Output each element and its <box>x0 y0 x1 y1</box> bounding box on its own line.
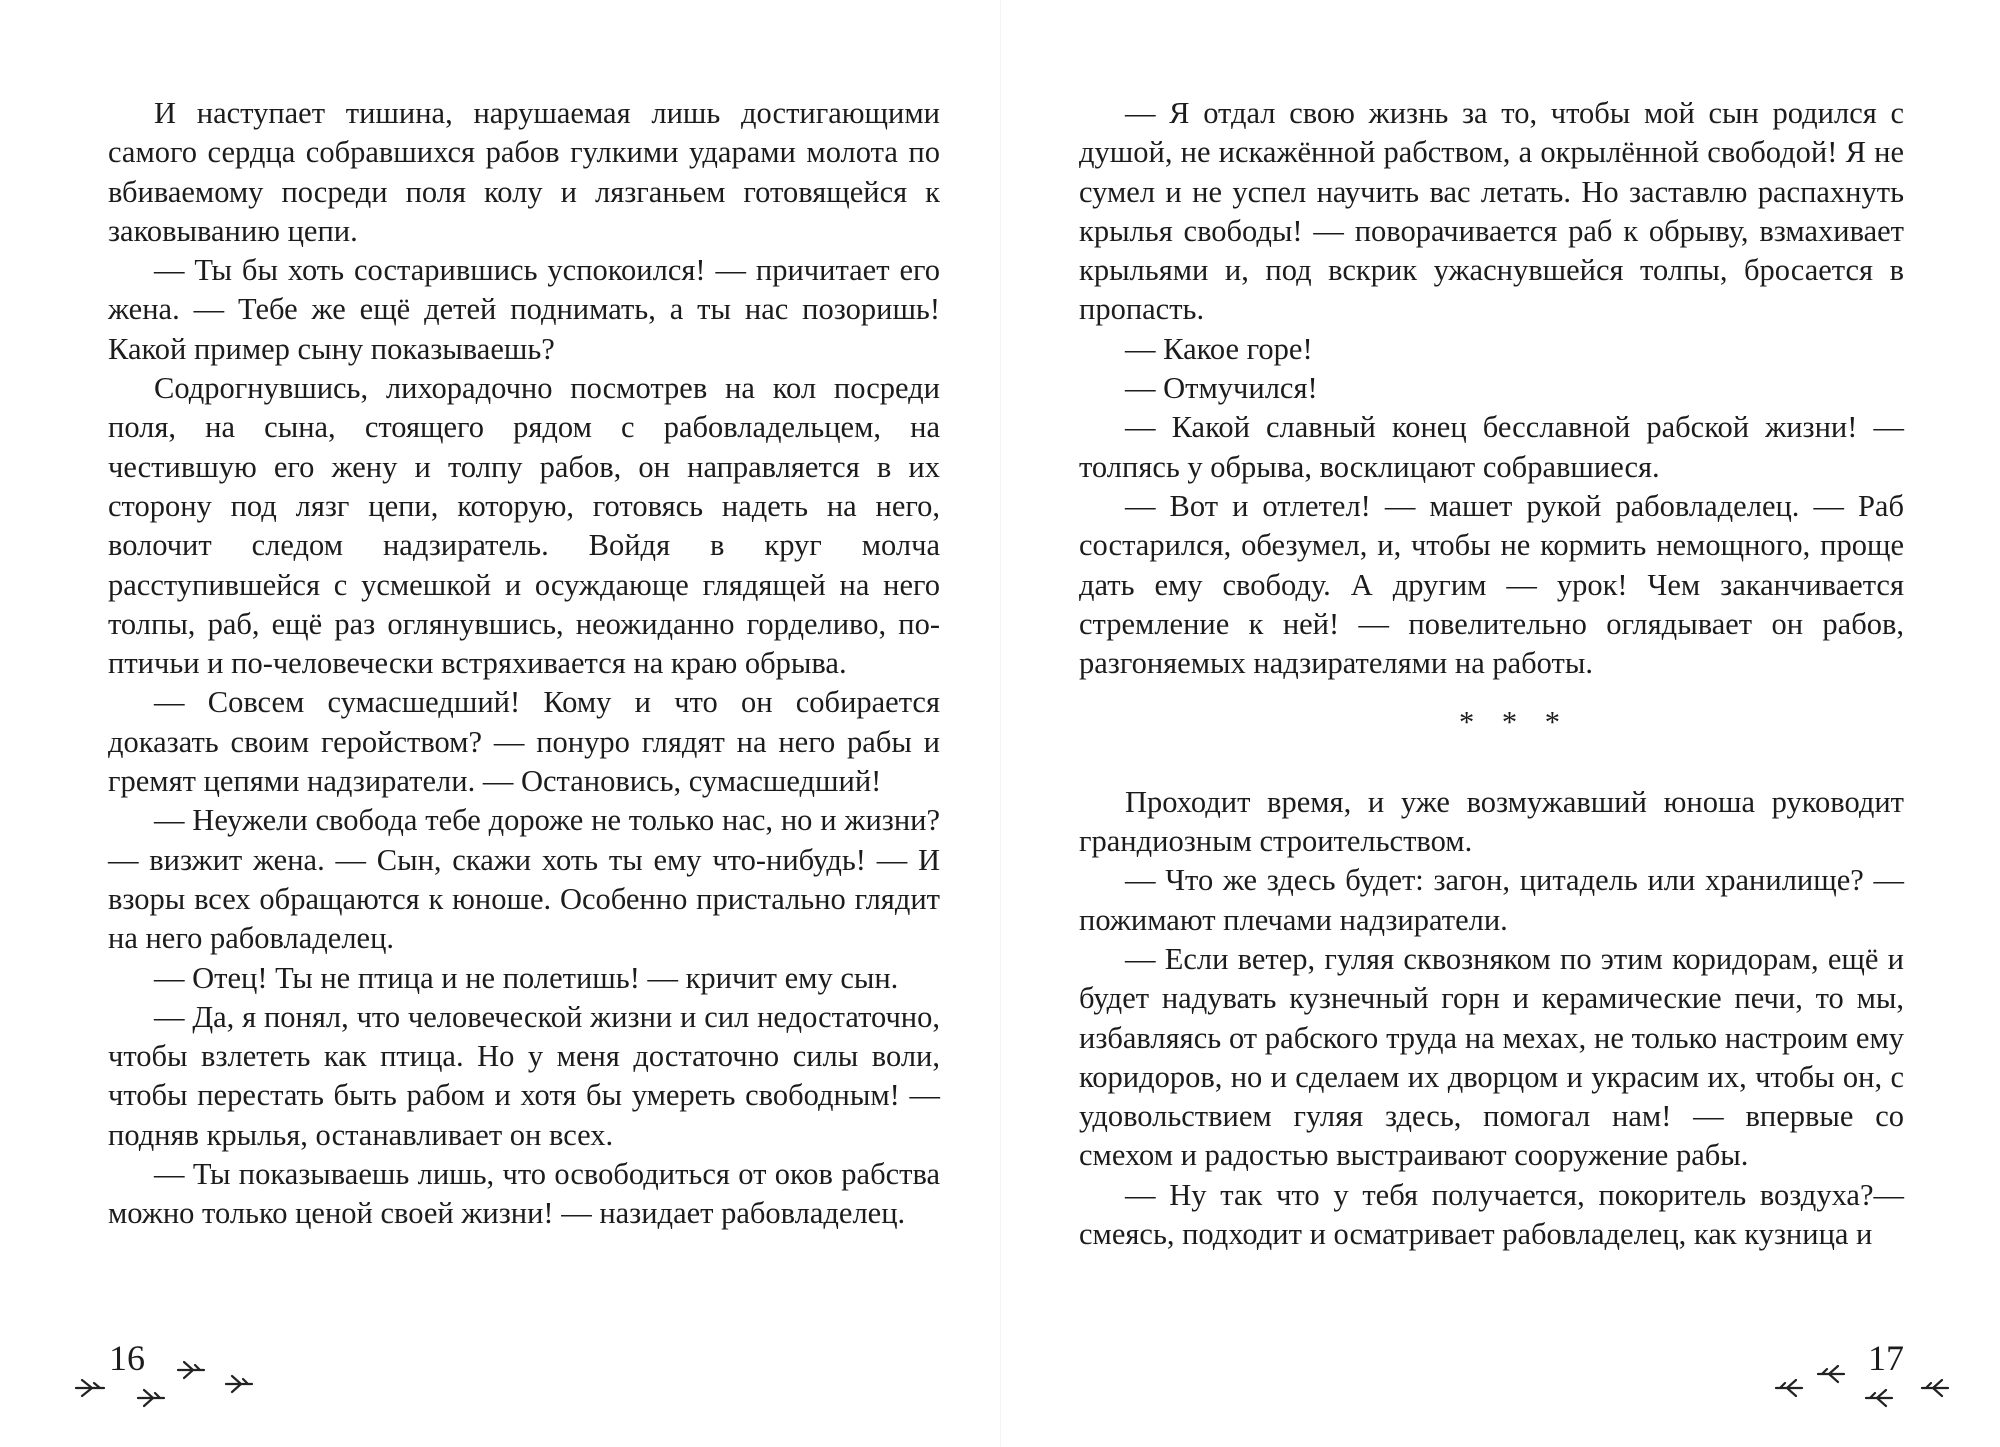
bird-ornament <box>60 1355 260 1415</box>
bird-icon <box>136 1387 166 1409</box>
paragraph: — Ты показываешь лишь, что освободиться от оков рабства можно только ценой своей жизни! — назидает рабовладелец. <box>108 1157 940 1231</box>
page-number: 16 <box>109 1338 145 1378</box>
paragraph: — Отец! Ты не птица и не полетишь! — кричит ему сын. <box>154 960 899 995</box>
bird-icon <box>1864 1387 1894 1409</box>
bird-icon <box>176 1359 206 1381</box>
paragraph: — Ну так что у тебя получается, покоритель воздуха?— смеясь, подходит и осматривает рабовладелец, как кузница и <box>1079 1177 1904 1252</box>
paragraph: — Неужели свобода тебе дороже не только нас, но и жизни? — визжит жена. — Сын, скажи хоть ты ему что-нибудь! — И взоры всех обращаются к юноше. Особенно пристально глядит на него рабовладелец. <box>108 803 940 956</box>
bird-icon <box>74 1377 106 1399</box>
paragraph: Проходит время, и уже возмужавший юноша руководит грандиозным строительством. <box>1079 784 1904 859</box>
paragraph: — Ты бы хоть состарившись успокоился! — причитает его жена. — Тебе же ещё детей поднимать, а ты нас позоришь! Какой пример сыну показываешь? <box>108 253 940 366</box>
bird-icon <box>224 1373 254 1395</box>
paragraph: — Какое горе! <box>1125 331 1313 366</box>
right-page-text <box>1079 94 1904 1254</box>
bird-icon <box>1920 1377 1950 1399</box>
section-separator: * * * <box>1459 705 1570 740</box>
paragraph: — Я отдал свою жизнь за то, чтобы мой сын родился с душой, не искажённой рабством, а окрылённой свободой! Я не сумел и не успел научить вас летать. Но заставлю распахнуть крылья свободы! — поворачивается раб к обрыву, взмахивает крыльями и, под вскрик ужаснувшейся толпы, бросается в пропасть. <box>1079 96 1904 327</box>
bird-ornament <box>1760 1355 1960 1415</box>
paragraph: — Что же здесь будет: загон, цитадель или хранилище? — пожимают плечами надзиратели. <box>1079 863 1904 937</box>
paragraph: И наступает тишина, нарушаемая лишь достигающими самого сердца собравшихся рабов гулкими ударами молота по вбиваемому посреди поля колу и лязганьем готовящейся к заковыванию цепи. <box>108 96 940 248</box>
paragraph: — Совсем сумасшедший! Кому и что он собирается доказать своим геройством? — понуро глядят на него рабы и гремят цепями надзиратели. — Остановись, сумасшедший! <box>108 685 940 799</box>
paragraph: Содрогнувшись, лихорадочно посмотрев на кол посреди поля, на сына, стоящего рядом с рабовладельцем, на честившую его жену и толпу рабов, он направляется в их сторону под лязг цепи, которую, готовясь надеть на него, волочит следом надзиратель. Войдя в круг молча расступившейся с усмешкой и осуждающе глядящей на него толпы, раб, ещё раз оглянувшись, неожиданно горделиво, по-птичьи и по-человечески встряхивается на краю обрыва. <box>108 371 940 681</box>
paragraph: — Да, я понял, что человеческой жизни и сил недостаточно, чтобы взлететь как птица. Но у меня достаточно силы воли, чтобы перестать быть рабом и хотя бы умереть свободным! — подняв крылья, останавливает он всех. <box>108 999 940 1152</box>
page-number: 17 <box>1868 1338 1904 1378</box>
paragraph: — Какой славный конец бесславной рабской жизни! — толпясь у обрыва, восклицают собравшиеся. <box>1079 410 1904 484</box>
bird-icon <box>1816 1363 1846 1385</box>
paragraph: — Отмучился! <box>1125 371 1318 406</box>
bird-icon <box>1774 1377 1804 1399</box>
paragraph: — Вот и отлетел! — машет рукой рабовладелец. — Раб состарился, обезумел, и, чтобы не кормить немощного, проще дать ему свободу. А другим — урок! Чем заканчивается стремление к ней! — повелительно оглядывает он рабов, разгоняемых надзирателями на работы. <box>1079 488 1904 681</box>
left-page-text <box>108 94 940 1234</box>
paragraph: — Если ветер, гуляя сквозняком по этим коридорам, ещё и будет надувать кузнечный горн и керамические печи, то мы, избавляясь от рабского труда на мехах, не только настроим ему коридоров, но и сделаем их дворцом и украсим их, чтобы он, с удовольствием гуляя здесь, помогал нам! — впервые со смехом и радостью выстраивают сооружение рабы. <box>1079 941 1904 1173</box>
right-page <box>1000 0 2000 1447</box>
